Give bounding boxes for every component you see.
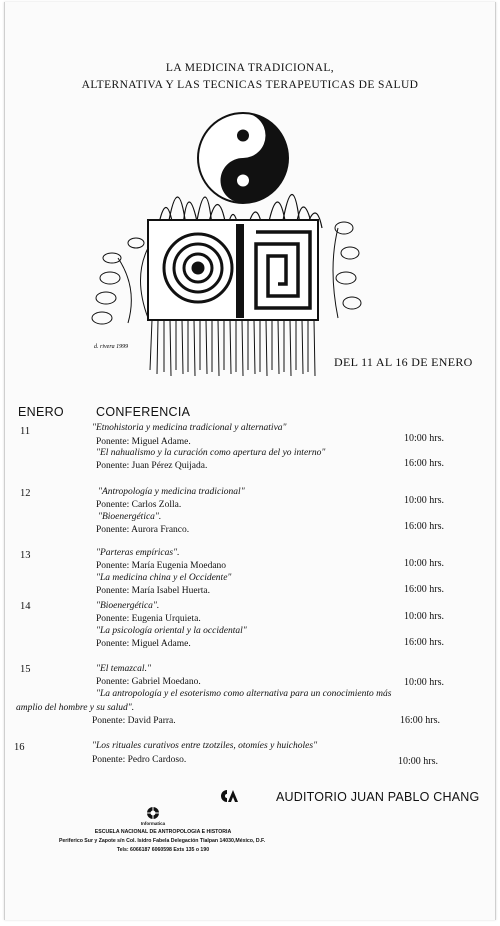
speaker: Ponente: Aurora Franco.: [96, 525, 190, 535]
header-conference: CONFERENCIA: [96, 405, 191, 419]
day-13: 13: [20, 550, 31, 561]
topic: "La medicina china y el Occidente": [96, 573, 232, 583]
time: 16:00 hrs.: [404, 637, 444, 648]
topic: "La antropología y el esoterismo como alternativa para un conocimiento más: [96, 689, 392, 699]
time: 10:00 hrs.: [404, 611, 444, 622]
topic: "Los rituales curativos entre tzotziles, otomíes y huicholes": [92, 741, 318, 751]
day-12: 12: [20, 488, 31, 499]
topic: "Bioenergética".: [96, 601, 160, 611]
time: 16:00 hrs.: [404, 584, 444, 595]
footer-logo-label: Informatica: [140, 821, 166, 826]
time: 10:00 hrs.: [404, 495, 444, 506]
speaker: Ponente: Carlos Zolla.: [96, 500, 182, 510]
speaker: Ponente: María Eugenia Moedano: [96, 561, 227, 571]
rug-fringe: [150, 320, 315, 376]
topic: "Antropología y medicina tradicional": [98, 487, 245, 497]
title-line-2: ALTERNATIVA Y LAS TECNICAS TERAPEUTICAS DE SALUD: [81, 79, 419, 91]
topic: "La psicología oriental y la occidental": [96, 626, 247, 636]
speaker: Ponente: Miguel Adame.: [96, 437, 191, 447]
title-line-1: LA MEDICINA TRADICIONAL,: [165, 62, 335, 74]
speaker: Ponente: Gabriel Moedano.: [96, 677, 201, 687]
speaker: Ponente: Juan Pérez Quijada.: [96, 461, 208, 471]
ca-logo: [218, 789, 238, 803]
speaker: Ponente: David Parra.: [92, 716, 176, 726]
illustration: [88, 108, 378, 380]
speaker: Ponente: Eugenia Urquieta.: [96, 614, 201, 624]
header-month: ENERO: [18, 405, 64, 419]
venue: AUDITORIO JUAN PABLO CHANG: [276, 790, 480, 804]
day-14: 14: [20, 601, 31, 612]
topic: "Etnohistoria y medicina tradicional y alternativa": [92, 423, 287, 433]
speaker: Ponente: Miguel Adame.: [96, 639, 191, 649]
topic: "El nahualismo y la curación como apertura del yo interno": [96, 448, 326, 458]
time: 10:00 hrs.: [404, 433, 444, 444]
time: 10:00 hrs.: [398, 756, 438, 767]
speaker: Ponente: María Isabel Huerta.: [96, 586, 210, 596]
time: 16:00 hrs.: [400, 715, 440, 726]
footer-line-1: ESCUELA NACIONAL DE ANTROPOLOGIA E HISTORIA: [94, 829, 232, 835]
spiral-icon: [164, 234, 232, 302]
day-15: 15: [20, 664, 31, 675]
topic: "Parteras empíricas".: [96, 548, 180, 558]
topic: "Bioenergética".: [98, 512, 162, 522]
time: 10:00 hrs.: [404, 558, 444, 569]
speaker: Ponente: Pedro Cardoso.: [92, 755, 187, 765]
footer-line-3: Tels: 6066187 6060598 Exts 135 o 190: [116, 847, 210, 853]
event-dates: DEL 11 AL 16 DE ENERO: [334, 355, 473, 369]
artist-signature: d. rivera 1999: [94, 344, 129, 350]
time: 10:00 hrs.: [404, 677, 444, 688]
footer-line-2: Periferico Sur y Zapote s/n Col. Isidro Fabela Delegación Tlalpan 14030,México, D.F.: [58, 838, 266, 844]
time: 16:00 hrs.: [404, 521, 444, 532]
time: 16:00 hrs.: [404, 458, 444, 469]
topic: "El temazcal.": [96, 664, 151, 674]
institution-logo-icon: [145, 806, 161, 820]
yin-yang-icon: [198, 113, 288, 203]
day-16: 16: [14, 742, 25, 753]
topic-continued: amplio del hombre y su salud".: [16, 703, 135, 713]
day-11: 11: [20, 426, 31, 437]
